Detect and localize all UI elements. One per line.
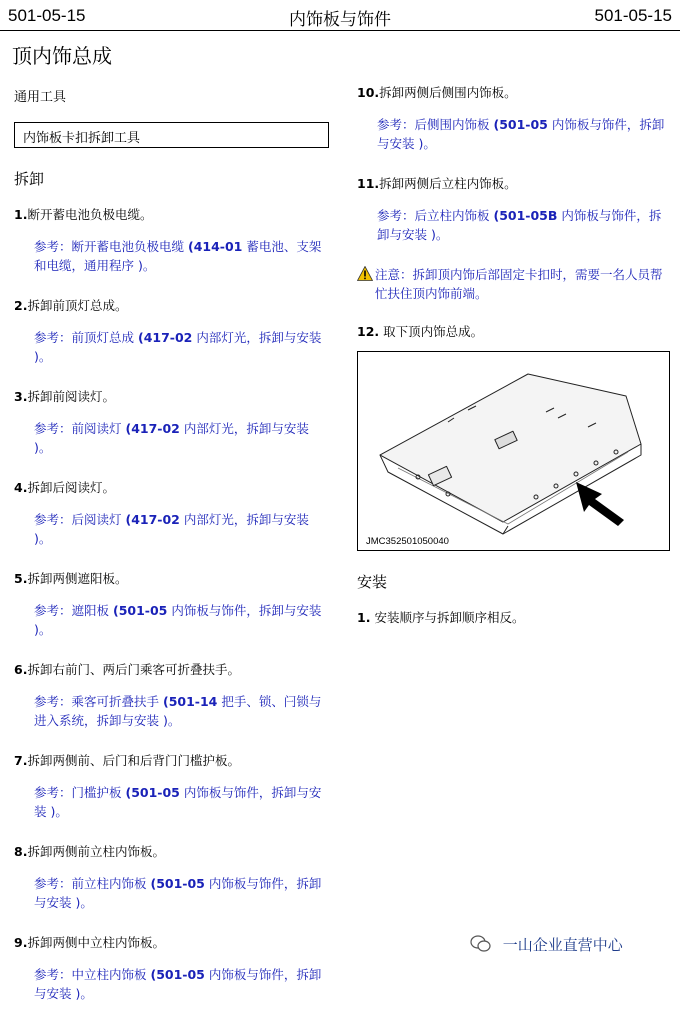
step-text: 断开蓄电池负极电缆。: [27, 207, 153, 222]
headliner-figure: [357, 351, 670, 551]
removal-step: [14, 387, 329, 457]
step-line: [14, 205, 329, 224]
reference-note: [14, 783, 329, 821]
step-text: 取下顶内饰总成。: [383, 324, 484, 339]
reference-code: (414-01: [187, 239, 243, 254]
step-line: [14, 569, 329, 588]
reference-prefix: 参考：门槛护板: [34, 785, 126, 800]
step-line: [357, 83, 672, 102]
tools-label: 通用工具: [14, 90, 67, 105]
removal-step: [14, 842, 329, 912]
step-line: [357, 174, 672, 193]
step-number: 1.: [357, 610, 371, 625]
headliner-top-surface: [380, 374, 641, 522]
step-12: [357, 322, 672, 341]
reference-code: (501-05: [112, 603, 168, 618]
step-number: 11.: [357, 176, 380, 191]
step-line: [14, 296, 329, 315]
reference-prefix: 参考：中立柱内饰板: [34, 967, 151, 982]
step-line: [14, 751, 329, 770]
reference-prefix: 参考：后立柱内饰板: [377, 208, 494, 223]
caution-note: [357, 265, 672, 303]
step-text: 安装顺序与拆卸顺序相反。: [374, 610, 525, 625]
figure-id: JMC352501050040: [366, 536, 449, 547]
removal-step: [14, 933, 329, 1003]
removal-step: [14, 478, 329, 548]
wechat-icon: [470, 935, 492, 953]
reference-prefix: 参考：后阅读灯: [34, 512, 126, 527]
page-header: [0, 0, 680, 31]
reference-prefix: 参考：乘客可折叠扶手: [34, 694, 163, 709]
step-number: 7.: [14, 753, 28, 768]
caution-text: 注意：拆卸顶内饰后部固定卡扣时，需要一名人员帮忙扶住顶内饰前端。: [375, 267, 663, 301]
reference-rest: 内饰板与饰件，拆卸与安装 )。: [377, 117, 665, 151]
reference-code: (501-05: [150, 967, 205, 982]
step-number: 12.: [357, 324, 380, 339]
reference-code: (501-05: [125, 785, 180, 800]
removal-steps-right: [357, 83, 672, 244]
step-number: 1.: [14, 207, 28, 222]
reference-rest: 内饰板与饰件，拆卸与安装 )。: [34, 876, 322, 910]
reference-prefix: 参考：前顶灯总成: [34, 330, 138, 345]
left-column: [14, 83, 329, 1024]
watermark-text: 一山企业直营中心: [502, 936, 623, 954]
step-number: 5.: [14, 571, 28, 586]
removal-step: [14, 296, 329, 366]
removal-step: [14, 205, 329, 275]
step-text: 拆卸两侧中立柱内饰板。: [27, 935, 165, 950]
step-line: [14, 660, 329, 679]
step-line: [14, 842, 329, 861]
step-text: 拆卸前顶灯总成。: [27, 298, 128, 313]
warning-icon: [357, 266, 373, 281]
step-number: 6.: [14, 662, 28, 677]
step-number: 8.: [14, 844, 28, 859]
step-text: 拆卸前阅读灯。: [27, 389, 115, 404]
removal-step: [14, 569, 329, 639]
removal-step: [357, 174, 672, 244]
step-line: [14, 387, 329, 406]
reference-code: (501-05B: [493, 208, 558, 223]
step-line: [14, 478, 329, 497]
reference-rest: 内饰板与饰件，拆卸与安装 )。: [377, 208, 662, 242]
installation-heading: 安装: [357, 573, 388, 591]
step-text: 拆卸右前门、两后门乘客可折叠扶手。: [27, 662, 240, 677]
reference-rest: 内部灯光，拆卸与安装 )。: [34, 330, 322, 364]
reference-note: [14, 328, 329, 366]
removal-step: [14, 751, 329, 821]
step-number: 10.: [357, 85, 380, 100]
reference-note: [14, 510, 329, 548]
step-number: 3.: [14, 389, 28, 404]
reference-note: [14, 965, 329, 1003]
pointer-arrow: [576, 482, 624, 526]
reference-note: [357, 206, 672, 244]
step-number: 9.: [14, 935, 28, 950]
reference-rest: 内饰板与饰件，拆卸与安装 )。: [34, 603, 322, 637]
tool-item: 内饰板卡扣拆卸工具: [23, 131, 141, 146]
reference-code: (501-14: [162, 694, 218, 709]
step-number: 2.: [14, 298, 28, 313]
reference-rest: 蓄电池、支架和电缆，通用程序 )。: [34, 239, 322, 273]
step-text: 拆卸两侧后侧围内饰板。: [379, 85, 517, 100]
reference-note: [14, 419, 329, 457]
headliner-illustration: [358, 352, 671, 552]
reference-rest: 内饰板与饰件，拆卸与安装 )。: [34, 967, 322, 1001]
step-text: 拆卸两侧前立柱内饰板。: [27, 844, 165, 859]
reference-code: (417-02: [125, 512, 180, 527]
right-column: [357, 83, 672, 627]
reference-note: [357, 115, 672, 153]
step-text: 拆卸两侧前、后门和后背门门槛护板。: [27, 753, 240, 768]
page-title: 顶内饰总成: [12, 44, 112, 68]
reference-prefix: 参考：遮阳板: [34, 603, 113, 618]
removal-heading: 拆卸: [14, 170, 45, 188]
reference-note: [14, 601, 329, 639]
reference-code: (417-02: [137, 330, 193, 345]
reference-code: (501-05: [493, 117, 548, 132]
chapter-title: 内饰板与饰件: [289, 10, 391, 30]
section-code-right: 501-05-15: [594, 6, 672, 25]
reference-code: (501-05: [150, 876, 205, 891]
removal-steps-left: [14, 205, 329, 1003]
reference-note: [14, 237, 329, 275]
reference-rest: 内部灯光，拆卸与安装 )。: [34, 512, 309, 546]
reference-note: [14, 874, 329, 912]
reference-rest: 把手、锁、闩锁与进入系统，拆卸与安装 )。: [34, 694, 322, 728]
reference-prefix: 参考：后侧围内饰板: [377, 117, 494, 132]
reference-code: (417-02: [125, 421, 180, 436]
tool-box: [14, 122, 329, 148]
step-text: 拆卸后阅读灯。: [27, 480, 115, 495]
reference-rest: 内饰板与饰件，拆卸与安装 )。: [34, 785, 322, 819]
step-line: [14, 933, 329, 952]
reference-note: [14, 692, 329, 730]
section-code-left: 501-05-15: [8, 6, 86, 25]
install-step: [357, 608, 672, 627]
removal-step: [357, 83, 672, 153]
watermark: [470, 934, 623, 955]
step-text: 拆卸两侧遮阳板。: [27, 571, 128, 586]
reference-prefix: 参考：前立柱内饰板: [34, 876, 151, 891]
reference-rest: 内部灯光，拆卸与安装 )。: [34, 421, 309, 455]
reference-prefix: 参考：断开蓄电池负极电缆: [34, 239, 188, 254]
step-text: 拆卸两侧后立柱内饰板。: [379, 176, 517, 191]
removal-step: [14, 660, 329, 730]
reference-prefix: 参考：前阅读灯: [34, 421, 126, 436]
step-number: 4.: [14, 480, 28, 495]
